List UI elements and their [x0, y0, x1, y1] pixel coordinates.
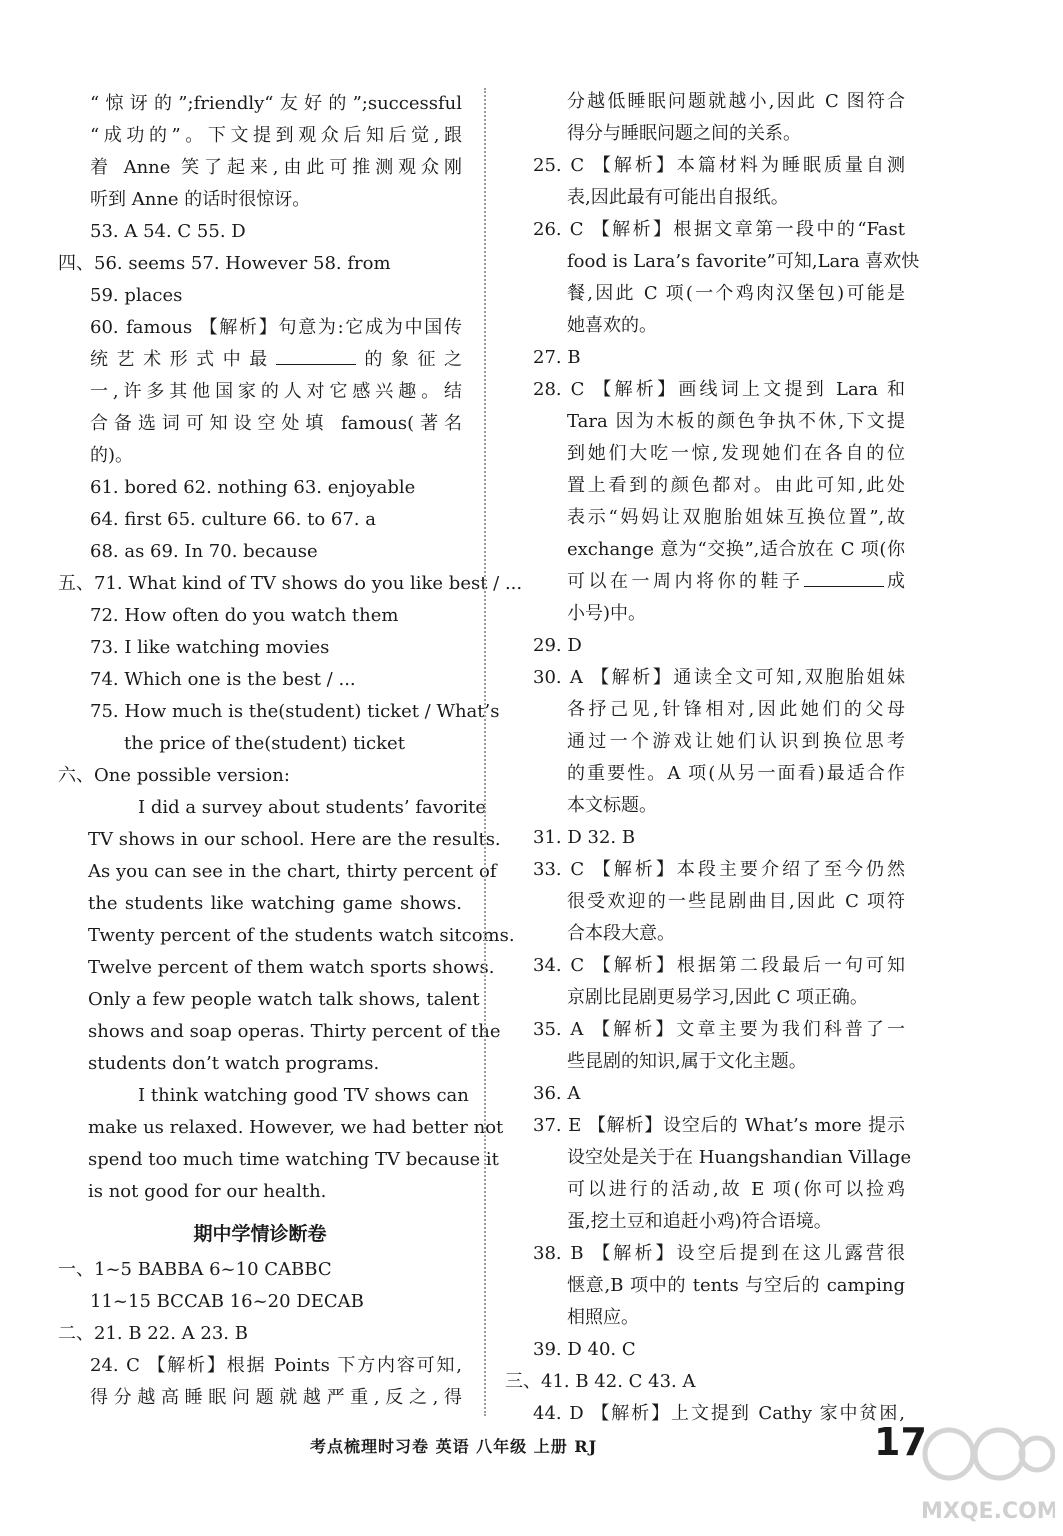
line-text: As you can see in the chart, thirty percent of — [88, 861, 497, 882]
line-text: 京剧比昆剧更易学习,因此 C 项正确。 — [567, 987, 868, 1008]
line-text: 26. C 【解析】根据文章第一段中的“Fast — [533, 219, 905, 240]
line-text: 六、One possible version: — [58, 765, 290, 786]
line-text: 置上看到的颜色都对。由此可知,此处 — [567, 475, 905, 496]
line-text: 28. C 【解析】画线词上文提到 Lara 和 — [533, 379, 905, 400]
text-line — [533, 346, 581, 370]
text-line — [533, 666, 905, 690]
text-line — [533, 954, 905, 978]
line-text: 表,因此最有可能出自报纸。 — [567, 187, 789, 208]
line-text: 11~15 BCCAB 16~20 DECAB — [90, 1291, 364, 1312]
text-line — [533, 1402, 905, 1426]
text-line — [90, 316, 462, 340]
text-line — [567, 506, 905, 530]
text-line — [58, 1258, 332, 1282]
line-text: 餐,因此 C 项(一个鸡肉汉堡包)可能是 — [567, 283, 905, 304]
text-line — [567, 698, 905, 722]
line-text: 到她们大吃一惊,发现她们在各自的位 — [567, 443, 905, 464]
line-text: Twenty percent of the students watch sitcoms. — [88, 925, 515, 946]
text-line — [567, 762, 905, 786]
line-text: 表示“妈妈让双胞胎姐妹互换位置”,故 — [567, 507, 905, 528]
text-line — [533, 218, 905, 242]
line-text: 60. famous 【解析】句意为:它成为中国传 — [90, 317, 462, 338]
text-line — [90, 636, 329, 660]
line-text: food is Lara’s favorite”可知,Lara 喜欢快 — [567, 251, 920, 272]
text-line — [90, 1354, 462, 1378]
line-text: 27. B — [533, 347, 581, 368]
line-text: the price of the(student) ticket — [124, 733, 405, 754]
line-text: the students like watching game shows. — [88, 893, 462, 914]
line-text: 本文标题。 — [567, 795, 657, 816]
line-text: 39. D 40. C — [533, 1339, 636, 1360]
text-line — [505, 1370, 696, 1394]
text-line — [533, 1082, 580, 1106]
line-text: 30. A 【解析】通读全文可知,双胞胎姐妹 — [533, 667, 905, 688]
text-line — [90, 540, 318, 564]
text-line — [90, 1386, 462, 1410]
watermark-logo — [915, 1416, 1055, 1526]
text-line — [124, 732, 405, 756]
text-line — [90, 1290, 364, 1314]
text-line — [567, 410, 905, 434]
line-text: 二、21. B 22. A 23. B — [58, 1323, 248, 1344]
text-line — [90, 92, 462, 116]
text-line — [567, 122, 801, 146]
text-line — [533, 378, 905, 402]
text-line — [533, 154, 905, 178]
line-text: TV shows in our school. Here are the results. — [88, 829, 501, 850]
text-line — [88, 860, 497, 884]
line-text: 37. E 【解析】设空后的 What’s more 提示 — [533, 1115, 905, 1136]
line-text: 25. C 【解析】本篇材料为睡眠质量自测 — [533, 155, 905, 176]
text-line — [567, 794, 657, 818]
line-text: 35. A 【解析】文章主要为我们科普了一 — [533, 1019, 905, 1040]
line-text: 得分与睡眠问题之间的关系。 — [567, 123, 801, 144]
text-line — [567, 314, 657, 338]
watermark-url: MXQE.COM — [921, 1499, 1055, 1524]
line-text: 可以在一周内将你的鞋子 — [567, 571, 804, 592]
text-line — [533, 1114, 905, 1138]
line-text: 统艺术形式中最 — [90, 349, 276, 370]
line-text: 各抒己见,针锋相对,因此她们的父母 — [567, 699, 905, 720]
line-text: 相照应。 — [567, 1307, 639, 1328]
text-line — [533, 826, 635, 850]
line-text: 33. C 【解析】本段主要介绍了至今仍然 — [533, 859, 905, 880]
line-text: 惬意,B 项中的 tents 与空后的 camping — [567, 1275, 905, 1296]
line-text: 设空处是关于在 Huangshandian Village — [567, 1147, 912, 1168]
text-line — [533, 858, 905, 882]
line-text: 她喜欢的。 — [567, 315, 657, 336]
text-line — [90, 476, 415, 500]
text-line — [88, 1180, 326, 1204]
text-line — [90, 412, 462, 436]
text-line — [567, 1050, 807, 1074]
line-text: 着 Anne 笑了起来,由此可推测观众刚 — [90, 157, 462, 178]
text-line — [567, 922, 675, 946]
text-line — [90, 668, 356, 692]
line-text: 24. C 【解析】根据 Points 下方内容可知, — [90, 1355, 462, 1376]
line-text: 三、41. B 42. C 43. A — [505, 1371, 696, 1392]
section-title: 期中学情诊断卷 — [193, 1223, 327, 1245]
line-text: 些昆剧的知识,属于文化主题。 — [567, 1051, 807, 1072]
text-line — [88, 1052, 379, 1076]
text-line — [90, 124, 462, 148]
text-line — [533, 1242, 905, 1266]
text-line — [90, 380, 462, 404]
line-text: “惊讶的”;friendly“友好的”;successful — [90, 93, 462, 114]
text-line — [567, 474, 905, 498]
text-line — [90, 348, 462, 372]
line-text: “成功的”。下文提到观众后知后觉,跟 — [90, 125, 462, 146]
text-line — [567, 570, 905, 594]
line-text: 分越低睡眠问题就越小,因此 C 图符合 — [567, 91, 905, 112]
text-line — [88, 988, 480, 1012]
line-text: spend too much time watching TV because it — [88, 1149, 499, 1170]
text-line — [88, 1116, 504, 1140]
text-line — [567, 442, 905, 466]
line-text: 61. bored 62. nothing 63. enjoyable — [90, 477, 416, 498]
line-text: 的重要性。A 项(从另一面看)最适合作 — [567, 763, 905, 784]
line-text: Only a few people watch talk shows, talent — [88, 989, 480, 1010]
text-line — [567, 1274, 905, 1298]
footer-text: 考点梳理时习卷 英语 八年级 上册 RJ — [310, 1437, 598, 1456]
line-text: 的)。 — [90, 445, 134, 466]
line-text: 五、71. What kind of TV shows do you like best / ... — [58, 573, 523, 594]
line-text: 44. D 【解析】上文提到 Cathy 家中贫困, — [533, 1403, 905, 1424]
text-line — [90, 444, 133, 468]
line-text: 可以进行的活动,故 E 项(你可以捡鸡 — [567, 1179, 905, 1200]
text-line — [567, 1306, 639, 1330]
text-line — [88, 828, 501, 852]
line-text: I think watching good TV shows can — [138, 1085, 469, 1106]
text-line — [58, 764, 290, 788]
text-line — [533, 1338, 636, 1362]
text-line — [90, 220, 246, 244]
line-text: 72. How often do you watch them — [90, 605, 399, 626]
line-text: 四、56. seems 57. However 58. from — [58, 253, 391, 274]
line-text: 74. Which one is the best / ... — [90, 669, 356, 690]
text-line — [567, 890, 905, 914]
line-text: shows and soap operas. Thirty percent of the — [88, 1021, 501, 1042]
text-line — [567, 282, 905, 306]
text-line — [90, 284, 182, 308]
line-text: I did a survey about students’ favorite — [138, 797, 486, 818]
line-text: 34. C 【解析】根据第二段最后一句可知 — [533, 955, 905, 976]
line-text-after-blank: 成 — [883, 571, 905, 592]
line-text: 得分越高睡眠问题就越严重,反之,得 — [90, 1387, 462, 1408]
line-text: Twelve percent of them watch sports shows. — [88, 957, 495, 978]
text-line — [90, 700, 499, 724]
line-text: 38. B 【解析】设空后提到在这儿露营很 — [533, 1243, 905, 1264]
line-text: 75. How much is the(student) ticket / What’s — [90, 701, 500, 722]
text-line — [58, 1322, 248, 1346]
text-line — [58, 572, 522, 596]
text-line — [138, 796, 486, 820]
line-text: exchange 意为“交换”,适合放在 C 项(你 — [567, 539, 905, 560]
text-line — [533, 634, 582, 658]
line-text-after-blank: 的象征之 — [355, 349, 463, 370]
text-line — [567, 538, 905, 562]
column-divider — [484, 88, 486, 1416]
text-line — [90, 604, 398, 628]
text-line — [88, 892, 462, 916]
text-line — [90, 156, 462, 180]
text-line — [88, 956, 495, 980]
text-line — [88, 1020, 501, 1044]
text-line — [567, 602, 646, 626]
text-line — [58, 252, 391, 276]
text-line — [88, 1148, 499, 1172]
text-line — [567, 1210, 832, 1234]
text-line — [567, 1178, 905, 1202]
line-text: 一,许多其他国家的人对它感兴趣。结 — [90, 381, 462, 402]
text-line — [567, 730, 905, 754]
text-line — [567, 250, 920, 274]
line-text: is not good for our health. — [88, 1181, 327, 1202]
line-text: 合备选词可知设空处填 famous(著名 — [90, 413, 462, 434]
fill-blank — [276, 348, 356, 365]
line-text: 一、1~5 BABBA 6~10 CABBC — [58, 1259, 332, 1280]
line-text: 31. D 32. B — [533, 827, 636, 848]
line-text: 59. places — [90, 285, 183, 306]
line-text: 小号)中。 — [567, 603, 647, 624]
line-text: 64. first 65. culture 66. to 67. a — [90, 509, 376, 530]
line-text: 听到 Anne 的话时很惊讶。 — [90, 189, 311, 210]
text-line — [90, 188, 310, 212]
text-line — [533, 1018, 905, 1042]
line-text: 合本段大意。 — [567, 923, 675, 944]
line-text: 73. I like watching movies — [90, 637, 330, 658]
text-line — [90, 508, 376, 532]
text-line — [567, 1146, 912, 1170]
text-line — [567, 90, 905, 114]
text-line — [567, 186, 789, 210]
text-line — [567, 986, 868, 1010]
text-line — [88, 924, 515, 948]
text-line — [138, 1084, 469, 1108]
line-text: Tara 因为木板的颜色争执不休,下文提 — [567, 411, 905, 432]
line-text: 68. as 69. In 70. because — [90, 541, 318, 562]
line-text: 很受欢迎的一些昆剧曲目,因此 C 项符 — [567, 891, 905, 912]
line-text: 53. A 54. C 55. D — [90, 221, 246, 242]
line-text: students don’t watch programs. — [88, 1053, 380, 1074]
line-text: make us relaxed. However, we had better not — [88, 1117, 504, 1138]
line-text: 蛋,挖土豆和追赶小鸡)符合语境。 — [567, 1211, 832, 1232]
line-text: 通过一个游戏让她们认识到换位思考 — [567, 731, 905, 752]
line-text: 36. A — [533, 1083, 581, 1104]
line-text: 29. D — [533, 635, 582, 656]
fill-blank — [804, 570, 884, 587]
page-number: 17 — [874, 1420, 927, 1464]
